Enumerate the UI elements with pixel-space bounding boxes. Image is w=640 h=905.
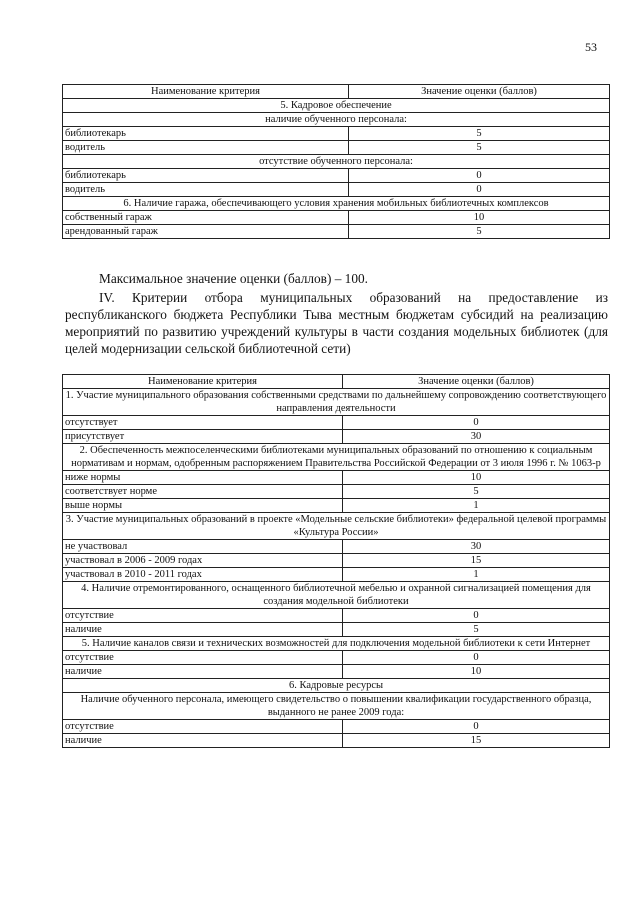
table-row: [63, 568, 610, 582]
table-row: [63, 734, 610, 748]
score-value: 5: [343, 485, 610, 499]
criterion-name: выше нормы: [63, 499, 343, 513]
header-score-value: Значение оценки (баллов): [343, 375, 610, 389]
header-score-value: Значение оценки (баллов): [349, 85, 610, 99]
table-section-row: [63, 197, 610, 211]
criterion-name: арендованный гараж: [63, 225, 349, 239]
section-title: 3. Участие муниципальных образований в проекте «Модельные сельские библиотеки» федеральной целевой программы «Культура России»: [63, 513, 610, 540]
header-criterion-name: Наименование критерия: [63, 375, 343, 389]
criterion-name: присутствует: [63, 430, 343, 444]
table-section-row: [63, 582, 610, 609]
table-row: [63, 169, 610, 183]
table-row: [63, 485, 610, 499]
table-section-row: [63, 693, 610, 720]
criterion-name: водитель: [63, 141, 349, 155]
table-section-row: [63, 389, 610, 416]
criteria-table-model-libraries: [62, 374, 610, 748]
table-section-row: [63, 155, 610, 169]
table-row: [63, 609, 610, 623]
table-row: [63, 430, 610, 444]
table-section-row: [63, 99, 610, 113]
criterion-name: не участвовал: [63, 540, 343, 554]
criterion-name: участвовал в 2006 - 2009 годах: [63, 554, 343, 568]
score-value: 30: [343, 430, 610, 444]
score-value: 0: [349, 183, 610, 197]
criterion-name: водитель: [63, 183, 349, 197]
section-title: 2. Обеспеченность межпоселенческими библиотеками муниципальных образований по отношению к социальным нормативам и нормам, одобренным распоряжением Правительства Российской Федерации от 3 июля 1996 г. № 1063-р: [63, 444, 610, 471]
section-title: 1. Участие муниципального образования собственными средствами по дальнейшему сопровождению соответствующего направления деятельности: [63, 389, 610, 416]
table-header-row: [63, 85, 610, 99]
score-value: 5: [349, 141, 610, 155]
section-title: 5. Наличие каналов связи и технических возможностей для подключения модельной библиотеки к сети Интернет: [63, 637, 610, 651]
table-section-row: [63, 679, 610, 693]
section-title: 5. Кадровое обеспечение: [63, 99, 610, 113]
score-value: 0: [343, 651, 610, 665]
criterion-name: библиотекарь: [63, 169, 349, 183]
criterion-name: библиотекарь: [63, 127, 349, 141]
table-section-row: [63, 637, 610, 651]
page-number: 53: [585, 40, 597, 54]
score-value: 5: [349, 225, 610, 239]
section-title: Наличие обученного персонала, имеющего свидетельство о повышении квалификации государственного образца, выданного не ранее 2009 года:: [63, 693, 610, 720]
criterion-name: отсутствие: [63, 651, 343, 665]
score-value: 1: [343, 568, 610, 582]
section-title: 6. Кадровые ресурсы: [63, 679, 610, 693]
criterion-name: отсутствие: [63, 609, 343, 623]
criterion-name: ниже нормы: [63, 471, 343, 485]
criterion-name: отсутствует: [63, 416, 343, 430]
section-iv-heading: IV. Критерии отбора муниципальных образований на предоставление из республиканского бюджета Республики Тыва местным бюджетам субсидий на реализацию мероприятий по развитию учреждений культуры в части создания модельных библиотек (для целей модернизации сельской библиотечной сети): [65, 290, 608, 356]
table-section-row: [63, 513, 610, 540]
header-criterion-name: Наименование критерия: [63, 85, 349, 99]
criterion-name: наличие: [63, 623, 343, 637]
table-row: [63, 225, 610, 239]
table-row: [63, 183, 610, 197]
table-section-row: [63, 444, 610, 471]
table-row: [63, 211, 610, 225]
table-row: [63, 499, 610, 513]
section-title: отсутствие обученного персонала:: [63, 155, 610, 169]
criterion-name: участвовал в 2010 - 2011 годах: [63, 568, 343, 582]
score-value: 15: [343, 734, 610, 748]
table-row: [63, 665, 610, 679]
score-value: 5: [349, 127, 610, 141]
table-row: [63, 623, 610, 637]
criterion-name: собственный гараж: [63, 211, 349, 225]
table-row: [63, 416, 610, 430]
section-title: наличие обученного персонала:: [63, 113, 610, 127]
score-value: 10: [349, 211, 610, 225]
max-score-text: Максимальное значение оценки (баллов) – 100.: [99, 271, 368, 286]
criterion-name: наличие: [63, 665, 343, 679]
table-row: [63, 127, 610, 141]
table-row: [63, 651, 610, 665]
score-value: 5: [343, 623, 610, 637]
score-value: 0: [349, 169, 610, 183]
table-row: [63, 540, 610, 554]
score-value: 10: [343, 471, 610, 485]
score-value: 15: [343, 554, 610, 568]
score-value: 1: [343, 499, 610, 513]
score-value: 0: [343, 609, 610, 623]
table-row: [63, 141, 610, 155]
score-value: 10: [343, 665, 610, 679]
table-header-row: [63, 375, 610, 389]
criterion-name: наличие: [63, 734, 343, 748]
table-row: [63, 554, 610, 568]
table-section-row: [63, 113, 610, 127]
section-title: 6. Наличие гаража, обеспечивающего условия хранения мобильных библиотечных комплексов: [63, 197, 610, 211]
table-row: [63, 471, 610, 485]
criteria-table-kadry-garazh: [62, 84, 610, 239]
criterion-name: отсутствие: [63, 720, 343, 734]
score-value: 0: [343, 416, 610, 430]
section-title: 4. Наличие отремонтированного, оснащенного библиотечной мебелью и охранной сигнализацией помещения для создания модельной библиотеки: [63, 582, 610, 609]
criterion-name: соответствует норме: [63, 485, 343, 499]
score-value: 0: [343, 720, 610, 734]
table-row: [63, 720, 610, 734]
score-value: 30: [343, 540, 610, 554]
